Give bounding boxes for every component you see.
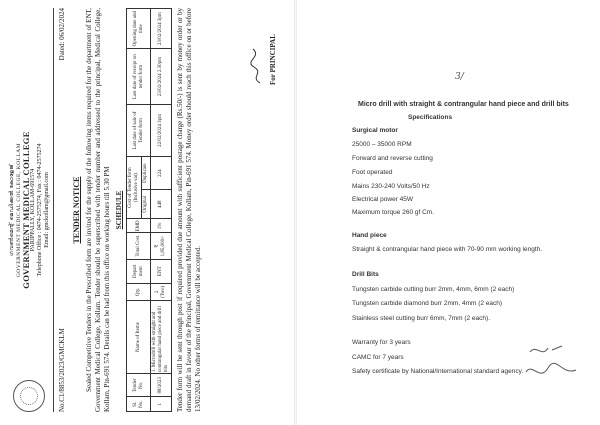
table-row [151,9,172,412]
cell-tender-no: 88/2023 [151,374,172,397]
cell-last-sale: 22/02/2024 3pm [151,104,172,156]
motor-item: Foot operated [352,169,393,176]
handpiece-heading: Hand piece [352,232,387,239]
tender-table [126,8,172,412]
principal-signature-block [250,15,290,85]
cell-department: ENT [151,259,172,283]
notice-paragraph: Sealed Competitive Tenders in the Prescribed form are invited for the supply of the following items required for the department of ENT, Government Medical College, Kollam. Tender should be superscribed with tender number and addressed to the principal, Medical College, Kollam, Pin-691 574. Details can be had from this office on working hours till 5.30 PM [85,8,111,412]
letterhead-sub: GOVERNMENT MEDICAL COLLEGE, KOLLAM [16,142,22,278]
cell-slno: 1 [151,397,172,412]
col-duplicate: Duplicate [142,156,151,189]
drill-item: Tungsten carbide cutting burr 2mm, 4mm, 6mm (2 each) [352,286,515,293]
cell-original: 448 [151,190,172,219]
col-emd: EMD [127,219,151,233]
signature-label: For PRINCIPAL [269,34,277,85]
spec-subtitle: Specifications [408,114,453,121]
col-items: Name of Items [127,301,151,374]
principal-signature-icon [250,45,264,85]
schedule-title: SCHEDULE [115,190,123,230]
cell-emd: 1% [151,219,172,233]
table-header-row [127,9,142,412]
notice-title: TENDER NOTICE [72,176,81,244]
motor-item: Maximum torque 260 gf Cm. [352,209,435,216]
cell-qty: 2 (Two) [151,283,172,301]
specification-page [300,0,600,425]
drill-item: Stainless steel cutting burr 6mm, 7mm (2 each). [352,315,490,322]
drill-item: Tungsten carbide diamond burr 2mm, 4mm (2 each) [352,300,503,307]
col-last-sale: Last date of sale of Tender form [127,104,151,156]
remittance-note: Tender form will be sent through post if required provided due amount with sufficient postage charge (Rs.50/-) is sent by money order or by demand draft in favour of the Principal, Government Medical College, Kollam, Pin-691 574. Money order should reach this office on or before 13/02/2024. No other forms of remittance will be accepted. [176,8,202,412]
cell-items: 1. Microdrill with straight and contrangular hand piece and drill bits [151,301,172,374]
header-divider [53,8,54,412]
col-form-cost: Cost of Tender form (Inclusive vat) [127,156,142,218]
motor-item: Forward and reverse cutting [352,155,433,162]
col-original: Original [142,190,151,219]
college-emblem-icon [13,380,45,412]
cell-duplicate: 224 [151,156,172,189]
safety-text: Safety certificate by National/International standard agency. [352,368,524,375]
col-tender-no: Tender No. [127,374,151,397]
handwritten-signature-icon [522,342,582,387]
col-department: Depart ment [127,259,151,283]
college-phone: Telephone Office : 0474-2575274, Fax : 0474-2575274 [37,143,43,277]
col-slno: Sl. No. [127,397,151,412]
cell-total-cost: ₹ 1,85,000/- [151,233,172,259]
motor-item: 25000 – 35000 RPM [352,141,412,148]
col-opening: Opening date and time [127,9,151,49]
spec-title: Micro drill with straight & contrangular hand piece and drill bits [358,101,569,108]
drill-heading: Drill Bits [352,271,379,278]
cell-opening: 23/02/2024 3pm [151,9,172,49]
camc-text: CAMC for 7 years [352,354,404,361]
handpiece-text: Straight & contrangular hand piece with 70-90 mm working length. [352,246,543,253]
notice-date: Dated: 06/02/2024 [58,8,66,61]
motor-item: Electrical power 45W [352,196,414,203]
col-total-cost: Total Cost [127,233,151,259]
col-qty: Qty. [127,283,151,301]
page-number: 3/ [455,72,464,82]
college-place: PARIPPALLY, KOLLAM-691574 [30,168,36,252]
motor-heading: Surgical motor [352,127,398,134]
col-last-receipt: Last date of receipt on tender form [127,49,151,105]
cell-last-receipt: 23/02/2024 2.30pm [151,49,172,105]
motor-item: Mains 230-240 Volts/50 Hz [352,183,430,190]
letterhead-malayalam: ഗവൺമെന്റ് മെഡിക്കൽ കോളേജ് [9,163,15,257]
warranty-text: Warranty for 3 years [352,339,411,346]
letterhead [5,0,51,420]
college-name: GOVERNMENT MEDICAL COLLEGE [21,131,31,289]
reference-line [58,8,66,412]
reference-number: No.C1/8853/2023/GMCKLM [58,328,66,412]
college-email: Email: gmckollam@gmail.com [44,172,50,248]
